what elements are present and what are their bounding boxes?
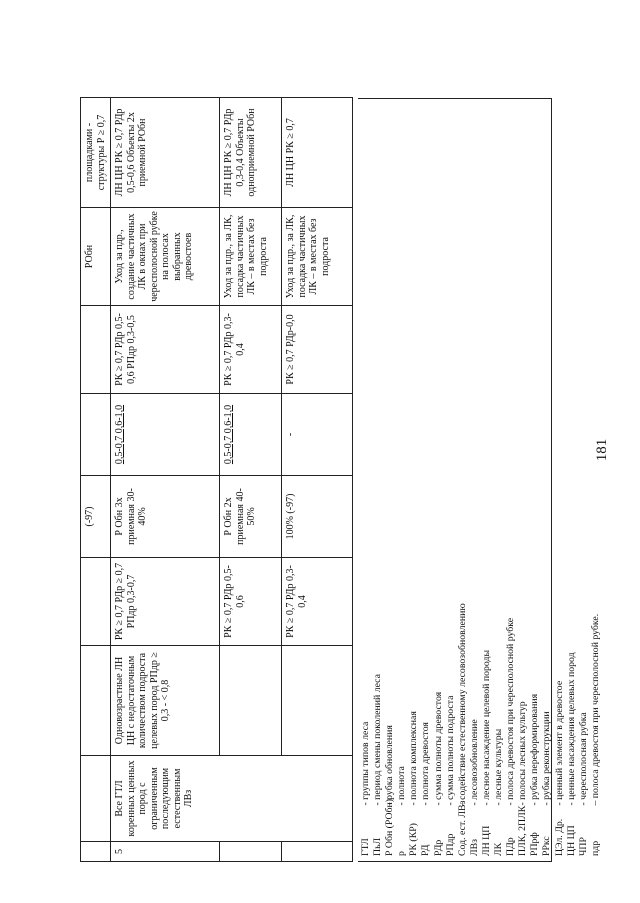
legend-text: - рубка реконструкции bbox=[541, 711, 553, 806]
legend-abbr: ГТЛ bbox=[360, 838, 371, 856]
legend-abbr: РК (КР) bbox=[408, 823, 420, 856]
legend-text: - период смены поколений леса bbox=[372, 673, 384, 806]
legend-abbr: РД bbox=[420, 844, 432, 856]
legend-abbr: ЧПР bbox=[577, 837, 589, 856]
abbreviation-legend bbox=[358, 98, 601, 862]
legend-text: - рубка обновления bbox=[384, 725, 396, 806]
legend-text: - лесные культуры bbox=[493, 728, 505, 806]
legend-abbr: ЛН ЦП bbox=[480, 825, 492, 856]
legend-item bbox=[505, 104, 517, 856]
after-cell: РК ≥ 0,7 РДр 0,3-0,4 bbox=[220, 306, 282, 394]
legend-text: - чересполосная рубка bbox=[577, 712, 589, 806]
legend-abbr: РДр bbox=[432, 839, 444, 856]
legend-item bbox=[408, 104, 420, 856]
rob-cell: Уход за пдр., за ЛК, посадка частичных ЛК – в местах без подроста bbox=[220, 208, 282, 306]
table-header-row bbox=[81, 98, 111, 862]
table-row bbox=[111, 98, 220, 862]
legend-item bbox=[554, 104, 566, 856]
page-number: 181 bbox=[594, 438, 610, 462]
header-rob: РОбн bbox=[81, 208, 111, 306]
legend-abbr: РРкс bbox=[541, 836, 553, 856]
header-last: площадками - структуры Р ≥ 0,7 bbox=[81, 98, 111, 208]
legend-text: - содействие естественному лесовозобновлению bbox=[456, 603, 468, 806]
legend-item bbox=[396, 104, 408, 856]
legend-text: - ценный элемент в древостое bbox=[553, 680, 565, 806]
legend-text: - полнота bbox=[396, 766, 408, 806]
legend-item bbox=[457, 104, 469, 856]
cut-cell: Р Обн 2х приемная 40-50% bbox=[220, 476, 282, 558]
legend-text: - полнота комплексная bbox=[408, 711, 420, 806]
density-cell: 0,5-0,7 0,6-1,0 bbox=[111, 394, 220, 476]
after-cell: РК ≥ 0,7 РДр 0,5-0,6 РПдр 0,3-0,5 bbox=[111, 306, 220, 394]
legend-item bbox=[420, 104, 432, 856]
legend-abbr: пдр bbox=[589, 840, 601, 856]
legend-abbr: Сод. ест. ЛВз bbox=[456, 800, 468, 856]
cut-cell: Р Обн 3х приемная 30-40% bbox=[111, 476, 220, 558]
legend-abbr: ЛВз bbox=[468, 838, 480, 856]
legend-item bbox=[578, 104, 590, 856]
density-cell: - bbox=[282, 394, 353, 476]
legend-item bbox=[590, 104, 602, 856]
legend-item bbox=[360, 104, 372, 856]
legend-item bbox=[481, 104, 493, 856]
legend-text: - рубка переформирования bbox=[529, 693, 541, 806]
legend-text: - полоса древостоя при чересполосной рубке bbox=[505, 617, 517, 806]
legend-text: - полосы лесных культур bbox=[517, 701, 529, 806]
result-cell: ЛН ЦН РК ≥ 0,7 РДр 0,3-0,4 Объекты одноприемной РОбн bbox=[220, 98, 282, 208]
legend-abbr: РПрф bbox=[529, 832, 541, 856]
legend-item bbox=[541, 104, 553, 856]
legend-abbr: РПдр bbox=[444, 833, 456, 856]
stand-type-cell: Одновозрастные ЛН ЦН с недостаточным количеством подроста целевых пород РПдр ≥ 0,3 - < 0,8 bbox=[111, 646, 220, 756]
legend-item bbox=[493, 104, 505, 856]
forest-group-cell: Все ГТЛ коренных ценных пород с ограниченным последующим естественным ЛВз bbox=[111, 756, 353, 842]
legend-abbr: ЦН ЦП bbox=[565, 825, 577, 856]
legend-text: - сумма полноты древостоя bbox=[432, 691, 444, 806]
legend-abbr: ПДр bbox=[505, 837, 517, 856]
result-cell: ЛН ЦН РК ≥ 0,7 bbox=[282, 98, 353, 208]
legend-text: - ценные насаждения целевых пород bbox=[565, 652, 577, 806]
rob-cell: Уход за пдр., создание частичных ЛК в окнах при чересполосной рубке на полосах выбранных древостоев bbox=[111, 208, 220, 306]
legend-text: - группы типов леса bbox=[360, 721, 371, 806]
legend-item bbox=[372, 104, 384, 856]
legend-text: - сумма полноты подроста bbox=[444, 695, 456, 806]
legend-item bbox=[445, 104, 457, 856]
legend-item bbox=[566, 104, 578, 856]
legend-abbr: р bbox=[396, 851, 408, 856]
legend-text: – полоса древостоя при чересполосной рубке. bbox=[589, 613, 601, 806]
parameter-cell: РК ≥ 0,7 РДр 0,3-0,4 bbox=[282, 558, 353, 646]
after-cell: РК ≥ 0,7 РДр-0,0 bbox=[282, 306, 353, 394]
legend-item bbox=[469, 104, 481, 856]
legend-item bbox=[384, 104, 396, 856]
rob-cell: Уход за пдр., за ЛК, посадка частичных ЛК – в местах без подроста bbox=[282, 208, 353, 306]
legend-text: - лесное насаждение целевой породы bbox=[480, 649, 492, 806]
rotated-page-content bbox=[80, 98, 601, 862]
table-row bbox=[282, 98, 353, 862]
legend-text: - полнота древостоя bbox=[420, 722, 432, 806]
legend-abbr: Р Обн (РОбн) bbox=[384, 798, 396, 856]
legend-item bbox=[517, 104, 529, 856]
silviculture-table bbox=[80, 97, 353, 862]
parameter-cell: РК ≥ 0,7 РДр 0,5-0,6 bbox=[220, 558, 282, 646]
legend-abbr: ПЛК, 2ПЛК bbox=[517, 805, 529, 856]
legend-abbr: ЛК bbox=[493, 842, 505, 856]
legend-item bbox=[529, 104, 541, 856]
table-row bbox=[220, 98, 282, 862]
legend-abbr: ПьЛ bbox=[372, 837, 384, 856]
header-cut: (-97) bbox=[81, 476, 111, 558]
legend-item bbox=[433, 104, 445, 856]
parameter-cell: РК ≥ 0,7 РДр ≥ 0,7 РПдр 0,3-0,7 bbox=[111, 558, 220, 646]
density-cell: 0,5-0,7 0,6-1,0 bbox=[220, 394, 282, 476]
result-cell: ЛН ЦН РК ≥ 0,7 РДр 0,5-0,6 Объекты 2х приемной РОбн bbox=[111, 98, 220, 208]
legend-text: - лесовозобновление bbox=[468, 719, 480, 806]
legend-abbr: ЦЭл. Др. bbox=[553, 818, 565, 856]
cut-cell: 100% (-97) bbox=[282, 476, 353, 558]
row-number: 5 bbox=[111, 842, 220, 862]
